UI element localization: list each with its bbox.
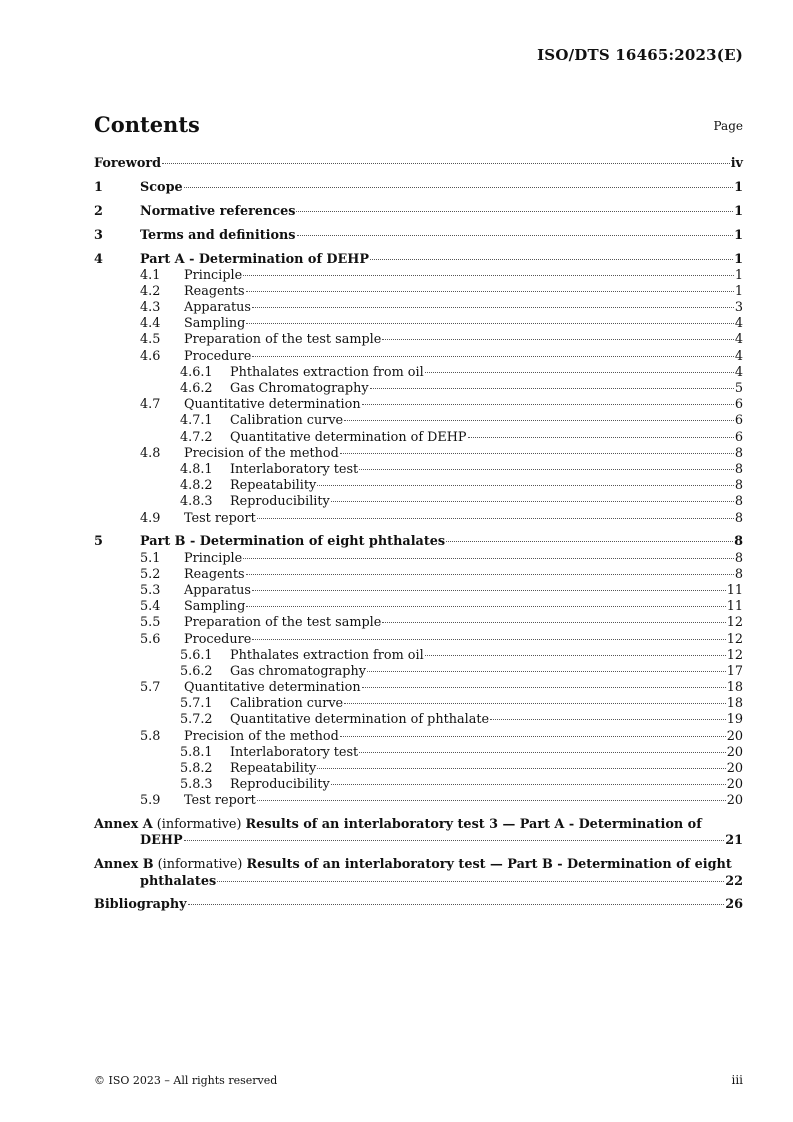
toc-entry[interactable] [94,204,743,220]
annex-heading-line [94,857,743,873]
toc-entry[interactable] [94,316,743,332]
toc-entry[interactable] [94,397,743,413]
toc-entry-page: 8 [734,461,743,477]
toc-entry-title[interactable]: Procedure [184,348,252,364]
dot-leader [317,484,734,486]
dot-leader [468,436,734,438]
toc-entry-number: 5.6.1 [180,647,213,663]
toc-entry-page: 12 [726,615,743,631]
toc-entry-title[interactable]: Gas Chromatography [230,381,369,396]
toc-entry[interactable] [94,793,743,809]
toc-entry-title[interactable]: Reproducibility [230,494,330,510]
toc-entry-page: 8 [734,445,743,461]
dot-leader [331,783,726,785]
toc-entry-title[interactable]: Part A - Determination of DEHP [140,251,369,267]
toc-entry-number: 5 [94,534,103,550]
toc-entry-page: 11 [726,582,743,598]
toc-entry[interactable] [94,494,743,510]
toc-entry-number: 5.4 [140,599,161,615]
toc-annex-entry[interactable] [94,857,743,889]
toc-entry-number: 2 [94,203,103,219]
toc-entry-number: 5.7.1 [180,696,213,712]
dot-leader [184,839,725,841]
toc-entry-title[interactable]: Principle [184,550,243,566]
toc-entry[interactable] [94,430,743,446]
toc-entry-number: 5.7.2 [180,712,213,728]
toc-entry[interactable] [94,583,743,599]
toc-entry-number: 5.8 [140,728,161,744]
dot-leader [188,903,725,905]
toc-entry-title[interactable]: Quantitative determination of phthalate [230,712,490,728]
dot-leader [246,290,734,292]
toc-entry-page: 20 [726,761,743,776]
toc-entry-page: 1 [734,283,743,299]
toc-entry-number: 4.8.1 [180,461,213,477]
dot-leader [297,234,734,236]
annex-title-line1[interactable]: Results of an interlaboratory test — Part B - Determination of eight [246,857,732,873]
toc-entry-page: 8 [734,510,743,526]
annex-title-line1[interactable]: Results of an interlaboratory test 3 — Part A - Determination of [245,817,702,833]
toc-entry-number: 4.7.1 [180,413,213,429]
annex-label[interactable]: Annex A [94,817,153,833]
toc-entry-page: 8 [734,494,743,510]
toc-entry-title[interactable]: Gas chromatography [230,663,366,679]
toc-entry-page: iv [730,156,743,171]
toc-entry-title[interactable]: Calibration curve [230,696,344,712]
annex-title-continuation [94,874,743,890]
toc-entry-title[interactable]: Reagents [184,566,245,582]
toc-entry-title[interactable]: Normative references [140,203,296,219]
dot-leader [425,371,734,373]
toc-entry-title[interactable]: Interlaboratory test [230,744,359,760]
annex-title-continuation [94,833,743,849]
dot-leader [490,718,726,720]
toc-entry-number: 5.5 [140,615,161,631]
dot-leader [359,468,734,470]
toc-entry[interactable] [94,615,743,631]
dot-leader [362,686,726,688]
toc-entry[interactable] [94,696,743,712]
toc-entry-page: 4 [734,348,743,364]
toc-entry-title[interactable]: Reagents [184,283,245,299]
toc-entry-page: 18 [726,696,743,712]
toc-entry-page: 20 [726,777,743,793]
dot-leader [425,654,726,656]
toc-entry-number: 4.2 [140,283,161,299]
toc-entry-title[interactable]: Quantitative determination [184,680,361,696]
dot-leader [331,500,734,502]
toc-entry-page: 8 [734,534,743,550]
toc-entry[interactable] [94,268,743,284]
toc-entry-number: 5.3 [140,582,161,598]
toc-entry-page: 1 [734,227,743,243]
toc-entry[interactable] [94,252,743,268]
toc-entry[interactable] [94,534,743,550]
toc-entry-title[interactable]: Principle [184,267,243,283]
toc-entry-page: 18 [726,680,743,696]
dot-leader [340,735,726,737]
dot-leader [367,670,726,672]
toc-entry-title[interactable]: Precision of the method [184,728,339,744]
toc-entry[interactable] [94,381,743,397]
page-number: iii [731,1073,743,1087]
toc-entry-title[interactable]: Interlaboratory test [230,461,359,477]
toc-entry[interactable] [94,365,743,381]
toc-entry-title[interactable]: Repeatability [230,761,317,776]
toc-entry-number: 4.4 [140,316,161,332]
toc-entry-number: 5.8.3 [180,777,213,793]
toc-entry[interactable] [94,413,743,429]
toc-annex-entry[interactable] [94,817,743,849]
toc-entry[interactable] [94,761,743,777]
toc-entry-number: 4.8 [140,445,161,461]
toc-entry-page: 17 [726,663,743,679]
dot-leader [246,573,734,575]
toc-entry-page: 4 [734,364,743,380]
toc-entry-page: 4 [734,316,743,332]
toc-entry-number: 5.7 [140,680,161,696]
toc-entry-number: 4.6 [140,348,161,364]
toc-entry-number: 4.1 [140,267,161,283]
dot-leader [252,306,734,308]
toc-entry-title[interactable]: Preparation of the test sample [184,332,382,348]
toc-entry[interactable] [94,332,743,348]
annex-kind: (informative) [156,817,242,833]
toc-entry-title[interactable]: Foreword [94,156,162,171]
toc-entry-title[interactable]: Reproducibility [230,777,330,793]
annex-page: 21 [725,833,743,849]
toc-entry-title[interactable]: Quantitative determination of DEHP [230,429,467,445]
toc-entry[interactable] [94,599,743,615]
annex-title-line2[interactable]: phthalates [140,873,217,889]
toc-entry[interactable] [94,284,743,300]
copyright-notice: © ISO 2023 – All rights reserved [94,1074,278,1087]
toc-entry-number: 5.8.2 [180,761,213,776]
toc-entry-title[interactable]: Scope [140,179,183,195]
toc-entry-title[interactable]: Procedure [184,631,252,647]
toc-entry[interactable] [94,478,743,494]
toc-entry-number: 4.8.2 [180,478,213,494]
toc-entry-page: 6 [734,413,743,429]
toc-entry-number: 4.7.2 [180,429,213,445]
toc-entry-page: 1 [734,203,743,219]
toc-entry[interactable] [94,777,743,793]
toc-entry-title[interactable]: Sampling [184,599,246,615]
toc-entry[interactable] [94,680,743,696]
toc-entry-number: 5.6.2 [180,663,213,679]
toc-entry-number: 1 [94,179,103,195]
toc-entry[interactable] [94,664,743,680]
toc-entry[interactable] [94,349,743,365]
dot-leader [359,751,726,753]
dot-leader [252,638,725,640]
toc-entry-title[interactable]: Precision of the method [184,445,339,461]
toc-entry-title[interactable]: Preparation of the test sample [184,615,382,631]
toc-entry[interactable] [94,745,743,761]
toc-entry[interactable] [94,300,743,316]
toc-entry-number: 4.6.2 [180,381,213,396]
dot-leader [243,557,734,559]
toc-entry-title[interactable]: Repeatability [230,478,317,494]
dot-leader [370,387,734,389]
toc-entry-page: 12 [726,647,743,663]
toc-entry-page: 4 [734,332,743,348]
table-of-contents [94,156,743,914]
dot-leader [162,162,730,164]
toc-entry-number: 5.1 [140,550,161,566]
toc-entry-number: 5.8.1 [180,744,213,760]
toc-entry-page: 6 [734,429,743,445]
toc-entry-page: 1 [734,179,743,195]
toc-entry[interactable] [94,551,743,567]
toc-bibliography[interactable] [94,897,743,913]
toc-entry-title[interactable]: Part B - Determination of eight phthalates [140,534,446,550]
toc-entry-page: 8 [734,478,743,494]
dot-leader [217,880,724,882]
toc-entry-page: 6 [734,397,743,413]
dot-leader [252,355,734,357]
dot-leader [362,403,734,405]
annex-heading-line [94,817,743,833]
dot-leader [296,210,733,212]
toc-entry-page: 20 [726,793,743,809]
toc-entry[interactable] [94,156,743,172]
toc-entry-title[interactable]: Sampling [184,316,246,332]
toc-entry[interactable] [94,567,743,583]
toc-entry-number: 5.2 [140,566,161,582]
toc-entry[interactable] [94,648,743,664]
toc-entry-number: 5.6 [140,631,161,647]
toc-entry-page: 5 [734,381,743,396]
page-column-label: Page [713,119,743,133]
dot-leader [246,322,734,324]
toc-entry-title[interactable]: Apparatus [184,300,251,316]
toc-entry[interactable] [94,462,743,478]
annex-title-line2[interactable]: DEHP [140,833,183,849]
dot-leader [257,799,726,801]
dot-leader [257,517,734,519]
toc-entry-title[interactable]: Quantitative determination [184,397,361,413]
toc-entry-title[interactable]: Terms and definitions [140,227,296,243]
dot-leader [382,338,734,340]
dot-leader [370,258,733,260]
toc-entry[interactable] [94,712,743,728]
annex-kind: (informative) [157,857,243,873]
toc-entry[interactable] [94,180,743,196]
toc-entry[interactable] [94,446,743,462]
toc-entry-number: 4.3 [140,300,161,316]
contents-title: Contents [94,112,200,137]
toc-entry-title[interactable]: Test report [184,510,256,526]
toc-entry-number: 4.5 [140,332,161,348]
bibliography-page: 26 [725,897,743,913]
toc-entry-page: 20 [726,744,743,760]
document-id: ISO/DTS 16465:2023(E) [537,46,743,64]
dot-leader [344,419,734,421]
bibliography-title[interactable]: Bibliography [94,897,187,913]
annex-label[interactable]: Annex B [94,857,154,873]
toc-entry-page: 8 [734,566,743,582]
toc-entry-page: 1 [734,267,743,283]
annex-page: 22 [725,873,743,889]
dot-leader [340,452,734,454]
toc-entry-title[interactable]: Calibration curve [230,413,344,429]
toc-entry-title[interactable]: Test report [184,793,256,809]
toc-entry-title[interactable]: Phthalates extraction from oil [230,647,424,663]
dot-leader [317,767,725,769]
toc-entry-number: 4.9 [140,510,161,526]
dot-leader [446,540,733,542]
toc-entry[interactable] [94,511,743,527]
dot-leader [246,605,725,607]
toc-entry-number: 4.8.3 [180,494,213,510]
toc-entry-page: 20 [726,728,743,744]
toc-entry-number: 4.7 [140,397,161,413]
toc-entry-number: 3 [94,227,103,243]
toc-entry-page: 11 [726,599,743,615]
toc-entry[interactable] [94,632,743,648]
toc-entry-title[interactable]: Apparatus [184,582,251,598]
dot-leader [382,621,725,623]
dot-leader [252,589,726,591]
toc-entry-number: 4 [94,251,103,267]
toc-entry-page: 3 [734,300,743,316]
toc-entry[interactable] [94,729,743,745]
dot-leader [184,186,733,188]
toc-entry-number: 5.9 [140,793,161,809]
toc-entry-page: 1 [734,251,743,267]
toc-entry-title[interactable]: Phthalates extraction from oil [230,364,424,380]
toc-entry-page: 12 [726,631,743,647]
dot-leader [243,274,734,276]
toc-entry-page: 8 [734,550,743,566]
dot-leader [344,702,726,704]
toc-entry-number: 4.6.1 [180,364,213,380]
toc-entry[interactable] [94,228,743,244]
toc-entry-page: 19 [726,712,743,728]
